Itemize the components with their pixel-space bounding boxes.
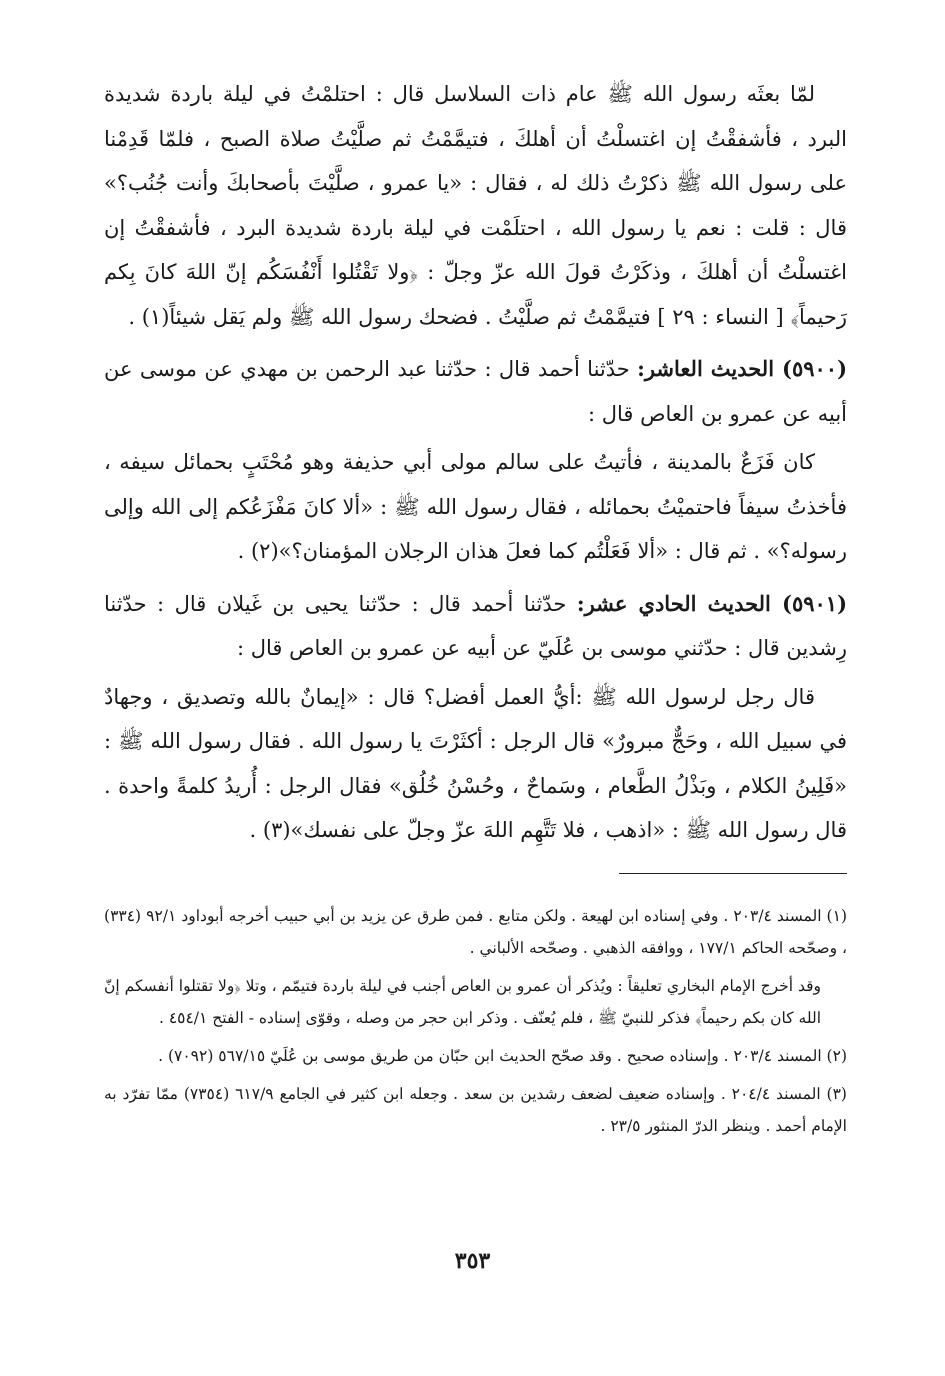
hadith-10-text: كان فَزَعٌ بالمدينة ، فأتيتُ على سالم مولى أبي حذيفة وهو مُحْتَبٍ بحمائل سيفه ، فأخذتُ سيفاً فاحتميْتُ بحمائله ، فقال رسول الله ﷺ : «ألا كانَ مَفْزَعُكم إلى الله وإلى رسوله؟» . ثم قال : «ألا فَعَلْتُم كما فعلَ هذان الرجلان المؤمنان؟»(٢) .: [104, 450, 847, 563]
footnote-3: (٣) المسند ٢٠٤/٤ . وإسناده ضعيف لضعف رشدين بن سعد . وجعله ابن كثير في الجامع ٦١٧/٩ (٧٣٥٤) ممّا تفرّد به الإمام أحمد . وينظر الدرّ المنثور ٢٣/٥ .: [104, 1084, 847, 1135]
footnote-2: (٢) المسند ٢٠٣/٤ . وإسناده صحيح . وقد صحّح الحديث ابن حبّان من طريق موسى بن عُلَيّ ٥٦٧/١٥ (٧٠٩٢) .: [158, 1046, 847, 1065]
hadith-11-heading: [104, 582, 847, 671]
footnote-1-extra: وقد أخرج الإمام البخاري تعليقاً : ويُذكر أن عمرو بن العاص أجنب في ليلة باردة فتيمّم ، وتلا ﴿ولا تقتلوا أنفسكم إنّ الله كان بكم رحيماً﴾ فذكر للنبيّ ﷺ ، فلم يُعنّف . وذكر ابن حجر من وصله ، وقوّى إسناده - الفتح ٤٥٤/١ .: [104, 976, 821, 1027]
hadith-11-text: قال رجل لرسول الله ﷺ :أيُّ العمل أفضل؟ قال : «إيمانٌ بالله وتصديق ، وجهادٌ في سبيل الله ، وحَجٌّ مبرورٌ» قال الرجل : أكثَرْتَ يا رسول الله . فقال رسول الله ﷺ : «فَلِينُ الكلام ، وبَذْلُ الطَّعام ، وسَماحٌ ، وحُسْنُ خُلُق» فقال الرجل : أُريدُ كلمةً واحدة . قال رسول الله ﷺ : «اذهب ، فلا تَتَّهِم اللهَ عزّ وجلّ على نفسك»(٣) .: [104, 684, 847, 842]
hadith-10-isnad: حدّثنا أحمد قال : حدّثنا عبد الرحمن بن مهدي عن موسى عن أبيه عن عمرو بن العاص قال :: [104, 357, 847, 426]
footnote-1: (١) المسند ٢٠٣/٤ . وفي إسناده ابن لهيعة . ولكن متابع . فمن طرق عن يزيد بن أبي حبيب أخرجه أبوداود ٩٢/١ (٣٣٤) ، وصحّحه الحاكم ١٧٧/١ ، ووافقه الذهبي . وصحّحه الألباني .: [104, 906, 847, 957]
hadith-11-isnad: حدّثنا أحمد قال : حدّثنا يحيى بن غَيلان قال : حدّثنا رِشدين قال : حدّثني موسى بن عُلَيّ عن أبيه عن عمرو بن العاص قال :: [104, 591, 847, 660]
footnote-divider: [619, 873, 847, 874]
hadith-11-title: (٥٩٠١) الحديث الحادي عشر:: [576, 590, 847, 616]
hadith-10-title: (٥٩٠٠) الحديث العاشر:: [637, 356, 847, 381]
hadith-9-continuation: لمّا بعثَه رسول الله ﷺ عام ذات السلاسل قال : احتلمْتُ في ليلة باردة شديدة البرد ، فأشفقْتُ إن اغتسلْتُ أن أهلكَ ، فتيمَّمْتُ ثم صلَّيْتُ صلاة الصبح ، فلمّا قَدِمْنا على رسول الله ﷺ ذكرْتُ ذلك له ، فقال : «يا عمرو ، صلَّيْتَ بأصحابكَ وأنت جُنُب؟» قال : قلت : نعم يا رسول الله ، احتلَمْت في ليلة باردة شديدة البرد ، فأشفقْتُ إن اغتسلْتُ أن أهلكَ ، وذكَرْتُ قولَ الله عزّ وجلّ : ﴿ولا تَقْتُلوا أَنْفُسَكُم إنّ اللهَ كانَ بِكم رَحيماً﴾ [ النساء : ٢٩ ] فتيمَّمْتُ ثم صلَّيْتُ . فضحك رسول الله ﷺ ولم يَقل شيئاً(١) .: [104, 82, 847, 329]
page-number: ٣٥٣: [454, 1248, 491, 1274]
main-text: [104, 72, 847, 853]
hadith-10-heading: [104, 347, 847, 436]
footnotes: [104, 900, 847, 1142]
